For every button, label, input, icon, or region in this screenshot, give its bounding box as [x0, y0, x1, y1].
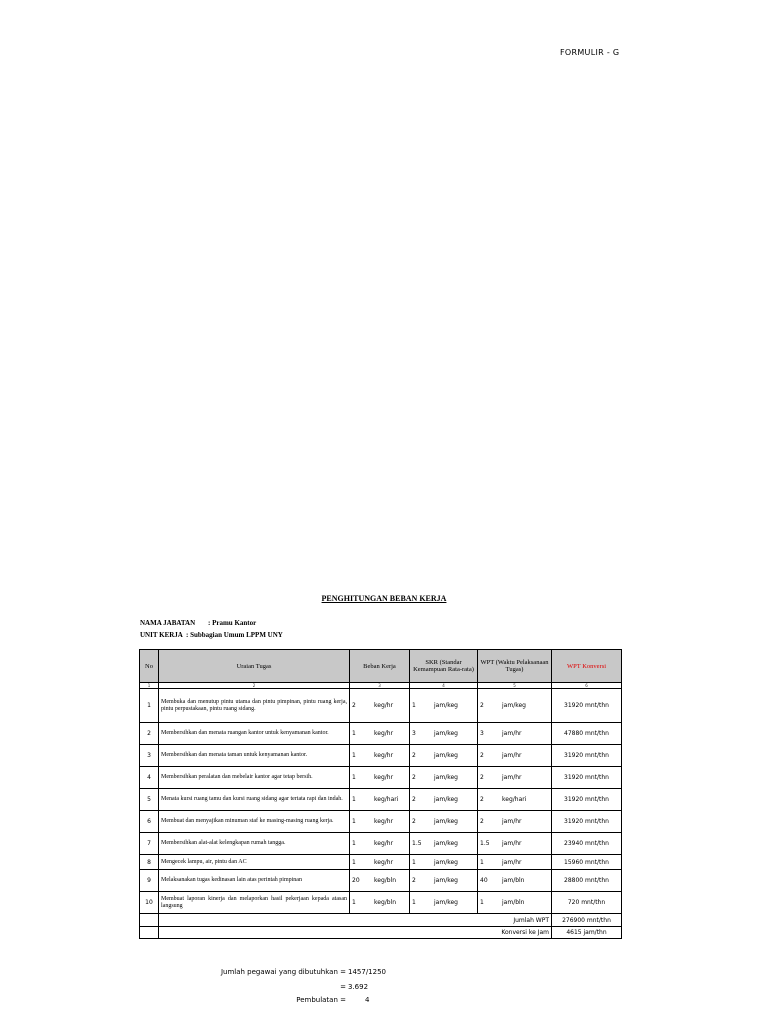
unit-label: UNIT KERJA	[140, 631, 183, 639]
table-row	[140, 689, 622, 723]
header-no: No	[140, 650, 159, 683]
row-number: 9	[140, 870, 159, 892]
header-skr: SKR (Standar Kemampuan Rata-rata)	[410, 650, 478, 683]
wpt-konversi: 23940 mnt/thn	[552, 833, 622, 855]
task-description: Melaksanakan tugas kedinasan lain atas perintah pimpinan	[159, 870, 350, 892]
table-row	[140, 892, 622, 914]
beban-unit: keg/hr	[374, 840, 394, 847]
header-uraian: Uraian Tugas	[159, 650, 350, 683]
skr-cell	[410, 811, 478, 833]
wpt-value: 2	[480, 774, 484, 781]
beban-unit: keg/bln	[374, 877, 397, 884]
beban-unit: keg/hari	[374, 796, 399, 803]
wpt-konversi: 47880 mnt/thn	[552, 723, 622, 745]
wpt-value: 1	[480, 858, 484, 866]
unit-value: : Subbagian Umum LPPM UNY	[186, 631, 283, 639]
konversi-jam-row	[140, 927, 622, 939]
wpt-cell	[478, 855, 552, 870]
beban-value: 1	[352, 899, 356, 906]
task-description: Membersihkan peralatan dan mebelair kantor agar tetap bersih.	[159, 767, 350, 789]
col-number: 3	[350, 683, 410, 689]
skr-cell	[410, 745, 478, 767]
skr-value: 2	[412, 752, 416, 759]
header-beban: Beban Kerja	[350, 650, 410, 683]
beban-value: 1	[352, 818, 356, 825]
calc-value-3: 4	[365, 996, 370, 1004]
beban-value: 1	[352, 730, 356, 737]
wpt-value: 1.5	[480, 840, 490, 847]
wpt-konversi: 28800 mnt/thn	[552, 870, 622, 892]
skr-cell	[410, 892, 478, 914]
wpt-cell	[478, 892, 552, 914]
beban-cell	[350, 855, 410, 870]
beban-cell	[350, 745, 410, 767]
beban-unit: keg/hr	[374, 752, 394, 759]
wpt-konversi: 15960 mnt/thn	[552, 855, 622, 870]
beban-cell	[350, 811, 410, 833]
skr-cell	[410, 723, 478, 745]
skr-value: 1	[412, 702, 416, 709]
skr-unit: jam/keg	[434, 796, 458, 803]
wpt-unit: jam/bln	[502, 899, 525, 906]
skr-unit: jam/keg	[434, 858, 458, 866]
col-number: 4	[410, 683, 478, 689]
wpt-value: 2	[480, 752, 484, 759]
skr-value: 2	[412, 877, 416, 884]
beban-value: 1	[352, 752, 356, 759]
jabatan-line	[140, 619, 256, 627]
row-number: 7	[140, 833, 159, 855]
row-number: 10	[140, 892, 159, 914]
skr-cell	[410, 689, 478, 723]
wpt-unit: jam/hr	[502, 840, 522, 847]
col-number: 1	[140, 683, 159, 689]
row-number: 4	[140, 767, 159, 789]
wpt-cell	[478, 870, 552, 892]
wpt-konversi: 31920 mnt/thn	[552, 689, 622, 723]
konversi-jam-value: 4615 jam/thn	[552, 927, 622, 939]
wpt-cell	[478, 689, 552, 723]
calc-line-3	[0, 996, 346, 1006]
beban-unit: keg/hr	[374, 774, 394, 781]
task-description: Membersihkan alat-alat kelengkapan rumah tangga.	[159, 833, 350, 855]
page-title: PENGHITUNGAN BEBAN KERJA	[321, 594, 447, 603]
row-number: 6	[140, 811, 159, 833]
skr-cell	[410, 870, 478, 892]
beban-cell	[350, 689, 410, 723]
skr-value: 2	[412, 774, 416, 781]
beban-unit: keg/hr	[374, 702, 394, 709]
task-description: Membuka dan menutup pintu utama dan pintu pimpinan, pintu ruang kerja, pintu perpustakaan, pintu ruang sidang.	[159, 689, 350, 723]
skr-value: 3	[412, 730, 416, 737]
table-row	[140, 855, 622, 870]
total-wpt-value: 276900 mnt/thn	[552, 914, 622, 927]
wpt-value: 2	[480, 796, 484, 803]
total-wpt-row	[140, 914, 622, 927]
beban-unit: keg/bln	[374, 899, 397, 906]
header-wpt: WPT (Waktu Pelaksanaan Tugas)	[478, 650, 552, 683]
table-row	[140, 870, 622, 892]
skr-value: 1	[412, 899, 416, 906]
wpt-value: 2	[480, 702, 484, 709]
skr-unit: jam/keg	[434, 774, 458, 781]
calc-line-2	[0, 983, 346, 993]
task-description: Membuat laporan kinerja dan melaporkan hasil pekerjaan kepada atasan langsung	[159, 892, 350, 914]
calc-value-1: 1457/1250	[348, 968, 386, 976]
skr-cell	[410, 789, 478, 811]
beban-value: 1	[352, 796, 356, 803]
wpt-konversi: 720 mnt/thn	[552, 892, 622, 914]
wpt-konversi: 31920 mnt/thn	[552, 811, 622, 833]
row-number: 3	[140, 745, 159, 767]
beban-cell	[350, 870, 410, 892]
wpt-konversi: 31920 mnt/thn	[552, 789, 622, 811]
skr-unit: jam/keg	[434, 818, 458, 825]
skr-value: 2	[412, 796, 416, 803]
calc-label-2: =	[340, 983, 346, 991]
table-row	[140, 745, 622, 767]
wpt-unit: jam/hr	[502, 752, 522, 759]
skr-value: 1	[412, 858, 416, 866]
task-description: Mengecek lampu, air, pintu dan AC	[159, 855, 350, 870]
skr-cell	[410, 833, 478, 855]
skr-value: 1.5	[412, 840, 422, 847]
wpt-cell	[478, 811, 552, 833]
wpt-value: 1	[480, 899, 484, 906]
row-number: 2	[140, 723, 159, 745]
table-row	[140, 833, 622, 855]
skr-unit: jam/keg	[434, 752, 458, 759]
calc-value-2: 3.692	[348, 983, 369, 991]
wpt-konversi: 31920 mnt/thn	[552, 745, 622, 767]
beban-cell	[350, 789, 410, 811]
jabatan-label: NAMA JABATAN	[140, 619, 196, 627]
table-row	[140, 767, 622, 789]
calc-line-1	[0, 968, 346, 978]
table-row	[140, 811, 622, 833]
row-number: 5	[140, 789, 159, 811]
beban-cell	[350, 767, 410, 789]
beban-cell	[350, 892, 410, 914]
table-header-row	[140, 650, 622, 683]
wpt-unit: jam/hr	[502, 774, 522, 781]
empty-cell	[140, 927, 159, 939]
wpt-cell	[478, 767, 552, 789]
task-description: Membuat dan menyajikan minuman staf ke masing-masing ruang kerja.	[159, 811, 350, 833]
task-description: Membersihkan dan menata ruangan kantor untuk kenyamanan kantor.	[159, 723, 350, 745]
wpt-value: 3	[480, 730, 484, 737]
wpt-cell	[478, 833, 552, 855]
wpt-cell	[478, 723, 552, 745]
skr-unit: jam/keg	[434, 899, 458, 906]
task-description: Membersihkan dan menata taman untuk kenyamanan kantor.	[159, 745, 350, 767]
wpt-cell	[478, 745, 552, 767]
beban-unit: keg/hr	[374, 730, 394, 737]
row-number: 8	[140, 855, 159, 870]
beban-value: 20	[352, 877, 360, 884]
skr-unit: jam/keg	[434, 840, 458, 847]
workload-table	[139, 649, 622, 939]
skr-cell	[410, 767, 478, 789]
skr-unit: jam/keg	[434, 702, 458, 709]
table-row	[140, 789, 622, 811]
empty-cell	[140, 914, 159, 927]
form-code: FORMULIR - G	[560, 48, 620, 57]
wpt-value: 2	[480, 818, 484, 825]
skr-unit: jam/keg	[434, 730, 458, 737]
beban-unit: keg/hr	[374, 818, 394, 825]
beban-cell	[350, 723, 410, 745]
wpt-unit: jam/hr	[502, 818, 522, 825]
beban-value: 2	[352, 702, 356, 709]
calc-label-3: Pembulatan =	[296, 996, 346, 1004]
total-wpt-label: Jumlah WPT	[159, 914, 552, 927]
table-row	[140, 723, 622, 745]
calc-label-1: Jumlah pegawai yang dibutuhkan =	[220, 968, 346, 976]
skr-value: 2	[412, 818, 416, 825]
col-number: 2	[159, 683, 350, 689]
beban-cell	[350, 833, 410, 855]
col-number: 5	[478, 683, 552, 689]
wpt-unit: jam/bln	[502, 877, 525, 884]
wpt-unit: jam/hr	[502, 730, 522, 737]
beban-value: 1	[352, 774, 356, 781]
skr-unit: jam/keg	[434, 877, 458, 884]
beban-unit: keg/hr	[374, 858, 394, 866]
wpt-cell	[478, 789, 552, 811]
wpt-unit: jam/hr	[502, 858, 522, 866]
skr-cell	[410, 855, 478, 870]
wpt-unit: keg/hari	[502, 796, 527, 803]
beban-value: 1	[352, 858, 356, 866]
task-description: Menata kursi ruang tamu dan kursi ruang sidang agar tertata rapi dan indah.	[159, 789, 350, 811]
col-number: 6	[552, 683, 622, 689]
wpt-value: 40	[480, 877, 488, 884]
wpt-unit: jam/keg	[502, 702, 526, 709]
row-number: 1	[140, 689, 159, 723]
header-konversi: WPT Konversi	[552, 650, 622, 683]
beban-value: 1	[352, 840, 356, 847]
unit-line	[140, 631, 283, 639]
konversi-jam-label: Konversi ke Jam	[159, 927, 552, 939]
jabatan-value: : Pramu Kantor	[208, 619, 257, 627]
wpt-konversi: 31920 mnt/thn	[552, 767, 622, 789]
